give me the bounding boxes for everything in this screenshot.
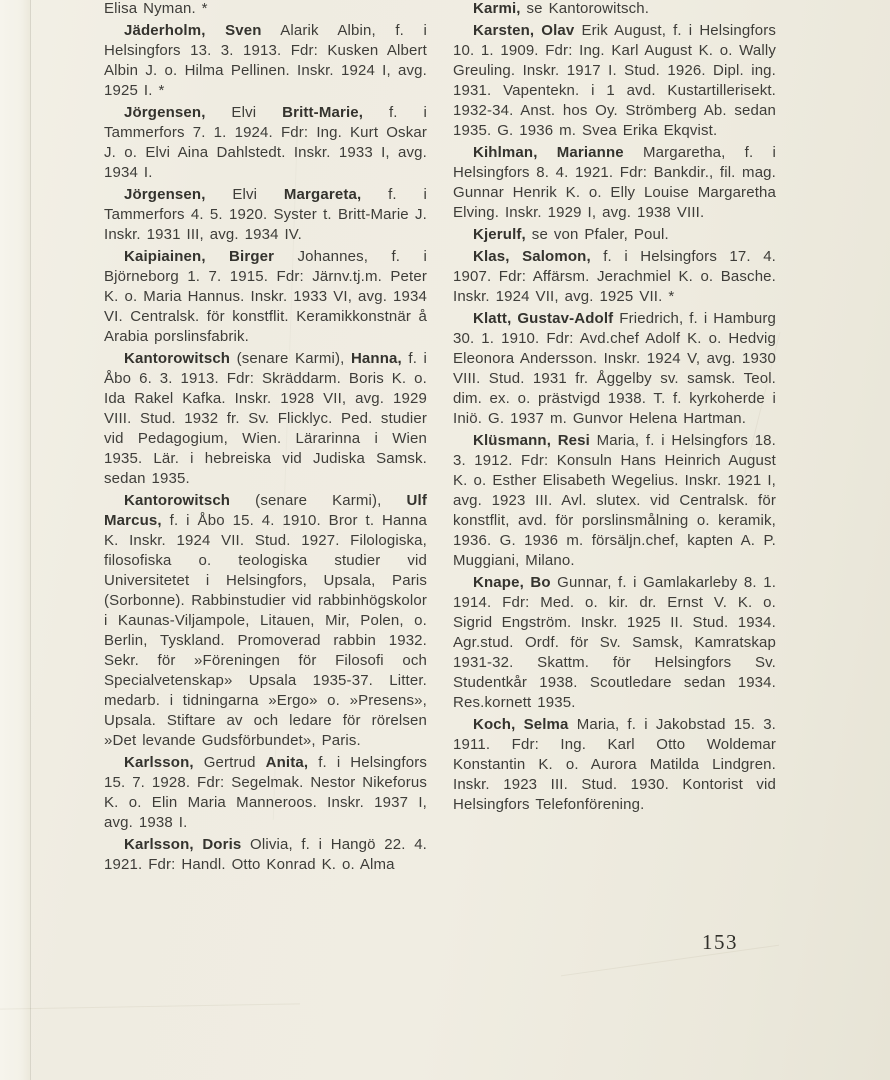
- entry-text: f. i Tammerfors 4. 5. 1920. Syster t. Britt-Marie J. Inskr. 1931 III, avg. 1934 IV.: [104, 186, 427, 243]
- entry-text: Elvi: [205, 104, 283, 121]
- entry-text: Erik August, f. i Helsingfors 10. 1. 1909. Fdr: Ing. Karl August K. o. Wally Greuling. Inskr. 1917 I. Stud. 1926. Dipl. ing. 1931. Vapentekn. i 1 avd. Kustartillerisekt. 1932-34. Anst. hos Oy. Strömberg Ab. sedan 1935. G. 1936 m. Svea Erika Ekqvist.: [453, 22, 777, 139]
- register-entry: [453, 309, 776, 429]
- register-entry: [453, 225, 776, 245]
- entry-name: Knape, Bo: [473, 574, 551, 591]
- register-entry: [453, 0, 776, 19]
- register-entry: [104, 349, 427, 489]
- entry-name: Kantorowitsch: [124, 350, 231, 367]
- register-entry: [104, 753, 427, 833]
- entry-text: Gunnar, f. i Gamlakarleby 8. 1. 1914. Fdr: Med. o. kir. dr. Ernst V. K. o. Sigrid Engström. Inskr. 1925 II. Stud. 1934. Agr.stud. Ordf. för Sv. Samsk, Kamratskap 1931-32. Skattm. för Helsingfors Sv. Studentkår 1938. Scoutledare sedan 1934. Res.kornett 1935.: [453, 574, 777, 711]
- entry-name: Hanna,: [350, 350, 402, 367]
- entry-name: Jörgensen,: [124, 104, 206, 121]
- entry-name: Koch, Selma: [473, 716, 569, 733]
- register-entry: [453, 247, 776, 307]
- register-entry: [453, 21, 776, 141]
- column-1: [104, 0, 427, 875]
- entry-text: Olivia, f. i Hangö 22. 4. 1921. Fdr: Handl. Otto Konrad K. o. Alma: [104, 836, 427, 873]
- entry-name: Klas, Salomon,: [473, 248, 591, 265]
- entry-text: (senare Karmi),: [230, 350, 351, 367]
- entry-text: Maria, f. i Helsingfors 18. 3. 1912. Fdr: Konsuln Hans Heinrich August K. o. Esther Elisabeth Wegelius. Inskr. 1921 I, avg. 1923 III. Avl. slutex. vid Centralsk. för konstflit, avd. för porslinsmålning o. keramik, 1936. G. 1936 m. försäljn.chef, kapten A. P. Muggiani, Milano.: [453, 432, 776, 569]
- entry-text: f. i Åbo 6. 3. 1913. Fdr: Skräddarm. Boris K. o. Ida Rakel Kafka. Inskr. 1928 VII, avg. 1929 VIII. Stud. 1932 fr. Sv. Flicklyc. Ped. studier vid Pedagogium, Wien. Lärarinna i Wien 1935. Lär. i hebreiska vid Judiska Samsk. sedan 1935.: [104, 350, 428, 487]
- register-entry: [104, 103, 427, 183]
- entry-name: Karlsson, Doris: [124, 836, 242, 853]
- entry-text: f. i Helsingfors 15. 7. 1928. Fdr: Segelmak. Nestor Nikeforus K. o. Elin Maria Manneroos. Inskr. 1937 I, avg. 1938 I.: [104, 754, 427, 831]
- register-entry: [453, 715, 776, 815]
- entry-name: Karlsson,: [124, 754, 194, 771]
- register-entry: [104, 21, 427, 101]
- entry-name: Britt-Marie,: [282, 104, 364, 121]
- entry-text: f. i Tammerfors 7. 1. 1924. Fdr: Ing. Kurt Oskar J. o. Elvi Aina Dahlstedt. Inskr. 1933 I, avg. 1934 I.: [104, 104, 428, 181]
- page-edge-strip: [0, 0, 31, 1080]
- register-entry: [453, 573, 776, 713]
- entry-text: se Kantorowitsch.: [520, 0, 650, 17]
- entry-text: (senare Karmi),: [230, 492, 407, 509]
- entry-text: Elisa Nyman. *: [104, 0, 208, 17]
- entry-text: Alarik Albin, f. i Helsingfors 13. 3. 1913. Fdr: Kusken Albert Albin J. o. Hilma Pellinen. Inskr. 1924 I, avg. 1925 I. *: [104, 22, 427, 99]
- register-entry: [453, 143, 776, 223]
- entry-name: Anita,: [265, 754, 309, 771]
- register-entry: [104, 0, 427, 19]
- entry-text: Elvi: [205, 186, 284, 203]
- register-entry: [453, 431, 776, 571]
- entry-name: Ulf Marcus,: [104, 492, 427, 529]
- entry-text: Gertrud: [193, 754, 266, 771]
- entry-name: Kantorowitsch: [124, 492, 231, 509]
- entry-text: se von Pfaler, Poul.: [525, 226, 669, 243]
- entry-text: Johannes, f. i Björneborg 1. 7. 1915. Fdr: Järnv.tj.m. Peter K. o. Maria Hannus. Inskr. 1933 VI, avg. 1934 VI. Centralsk. för konstflit. Keramikkonstnär å Arabia porslinsfabrik.: [104, 248, 427, 345]
- page-number: 153: [702, 930, 738, 954]
- entry-name: Kjerulf,: [473, 226, 526, 243]
- entry-text: f. i Helsingfors 17. 4. 1907. Fdr: Affärsm. Jerachmiel K. o. Basche. Inskr. 1924 VII, avg. 1925 VII. *: [453, 248, 776, 305]
- entry-name: Kihlman, Marianne: [473, 144, 624, 161]
- entry-text: f. i Åbo 15. 4. 1910. Bror t. Hanna K. Inskr. 1924 VII. Stud. 1927. Filologiska, filosofiska o. teologiska studier vid Universitetet i Helsingfors, Upsala, Paris (Sorbonne). Rabbinstudier vid rabbinhögskolor i Kaunas-Viljampole, Litauen, Mir, Polen, o. Berlin, Tyskland. Promoverad rabbin 1932. Sekr. för »Föreningen för Filosofi och Specialvetenskap» Upsala 1935-37. Litter. medarb. i tidningarna »Ergo» o. »Presens», Upsala. Stiftare av och ledare för rörelsen »Det levande Gudsförbundet», Paris.: [104, 512, 427, 749]
- entry-name: Karsten, Olav: [473, 22, 575, 39]
- entry-name: Jörgensen,: [124, 186, 206, 203]
- column-2: [453, 0, 776, 875]
- register-entry: [104, 835, 427, 875]
- entry-text: Friedrich, f. i Hamburg 30. 1. 1910. Fdr: Avd.chef Adolf K. o. Hedvig Eleonora Andersson. Inskr. 1924 V, avg. 1930 VIII. Stud. 1931 fr. Åggelby sv. samsk. Teol. dim. ex. o. prästvigd 1938. T. f. kyrkoherde i Iniö. G. 1937 m. Gunvor Helena Hartman.: [453, 310, 776, 427]
- entry-text: Margaretha, f. i Helsingfors 8. 4. 1921. Fdr: Bankdir., fil. mag. Gunnar Henrik K. o. Elly Louise Margaretha Elving. Inskr. 1929 I, avg. 1938 VIII.: [453, 144, 776, 221]
- entry-name: Margareta,: [283, 186, 362, 203]
- register-entry: [104, 247, 427, 347]
- paper-crease: [0, 1003, 300, 1009]
- paper-crease: [561, 945, 779, 977]
- entry-name: Kaipiainen, Birger: [124, 248, 275, 265]
- text-block: [104, 0, 776, 875]
- entry-name: Klüsmann, Resi: [473, 432, 590, 449]
- entry-name: Klatt, Gustav-Adolf: [473, 310, 614, 327]
- register-entry: [104, 491, 427, 751]
- entry-text: Maria, f. i Jakobstad 15. 3. 1911. Fdr: Ing. Karl Otto Woldemar Konstantin K. o. Aurora Matilda Lindgren. Inskr. 1923 III. Stud. 1930. Kontorist vid Helsingfors Telefonförening.: [453, 716, 777, 813]
- entry-name: Karmi,: [473, 0, 521, 17]
- register-entry: [104, 185, 427, 245]
- entry-name: Jäderholm, Sven: [124, 22, 262, 39]
